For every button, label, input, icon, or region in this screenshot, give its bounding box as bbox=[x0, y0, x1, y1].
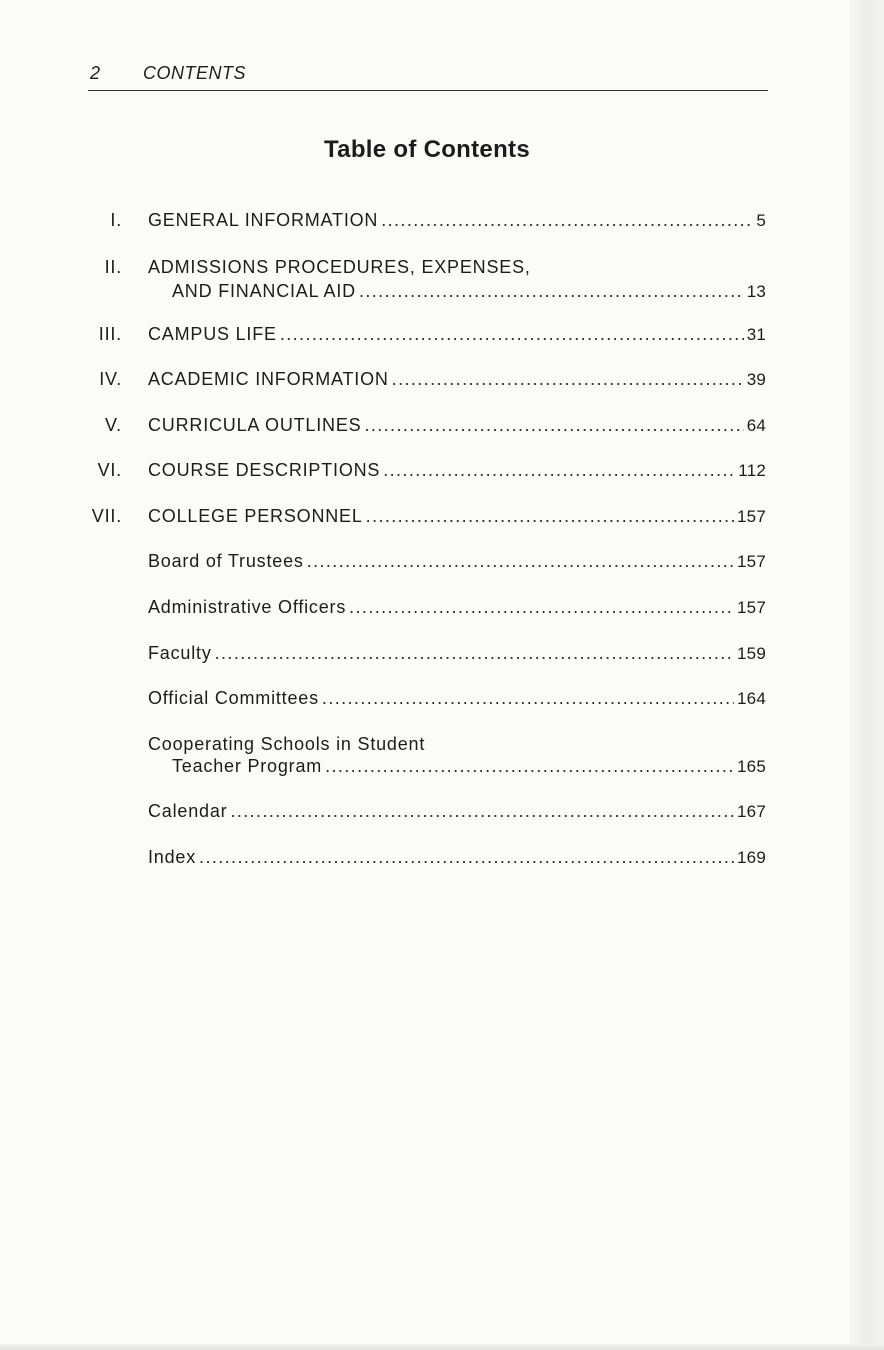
page-bottom-edge bbox=[0, 1344, 884, 1350]
entry-label: Calendar bbox=[148, 801, 228, 821]
toc-entry-general-information[interactable] bbox=[80, 208, 766, 234]
entry-page-number: 5 bbox=[756, 211, 766, 230]
section-numeral: III. bbox=[98, 324, 122, 344]
running-header bbox=[88, 62, 768, 91]
entry-label: CAMPUS LIFE bbox=[148, 324, 277, 344]
toc-entry-administrative-officers[interactable] bbox=[80, 595, 766, 621]
dot-leader bbox=[215, 641, 734, 665]
entry-label: GENERAL INFORMATION bbox=[148, 210, 379, 230]
entry-page-number: 159 bbox=[737, 644, 766, 663]
entry-label: Board of Trustees bbox=[148, 551, 304, 571]
dot-leader bbox=[280, 322, 744, 346]
page-edge-shadow bbox=[850, 0, 884, 1350]
dot-leader bbox=[359, 279, 744, 303]
dot-leader bbox=[364, 413, 743, 437]
toc-entry-cooperating-schools[interactable] bbox=[80, 732, 766, 782]
running-title: CONTENTS bbox=[143, 63, 246, 83]
section-numeral: V. bbox=[105, 415, 122, 435]
entry-label: Faculty bbox=[148, 643, 212, 663]
entry-page-number: 39 bbox=[746, 370, 766, 389]
toc-entry-official-committees[interactable] bbox=[80, 686, 766, 712]
dot-leader bbox=[322, 686, 734, 710]
entry-label: Index bbox=[148, 847, 197, 867]
toc-entry-admissions[interactable] bbox=[80, 255, 766, 305]
toc-entry-calendar[interactable] bbox=[80, 799, 766, 825]
dot-leader bbox=[366, 504, 734, 528]
entry-label: ACADEMIC INFORMATION bbox=[148, 369, 389, 389]
entry-page-number: 31 bbox=[746, 325, 766, 344]
entry-label-continued: Teacher Program bbox=[172, 756, 323, 776]
entry-page-number: 167 bbox=[737, 802, 766, 821]
toc-entry-campus-life[interactable] bbox=[80, 322, 766, 348]
dot-leader bbox=[349, 595, 734, 619]
entry-page-number: 157 bbox=[737, 507, 766, 526]
entry-label: CURRICULA OUTLINES bbox=[148, 415, 362, 435]
toc-entry-college-personnel[interactable] bbox=[80, 504, 766, 530]
entry-page-number: 64 bbox=[746, 416, 766, 435]
dot-leader bbox=[230, 799, 734, 823]
entry-page-number: 112 bbox=[738, 461, 766, 480]
page-title: Table of Contents bbox=[324, 136, 530, 163]
toc-entry-faculty[interactable] bbox=[80, 641, 766, 667]
toc-entry-board-of-trustees[interactable] bbox=[80, 549, 766, 575]
entry-page-number: 157 bbox=[737, 598, 766, 617]
dot-leader bbox=[383, 458, 735, 482]
entry-label: Cooperating Schools in Student bbox=[148, 734, 426, 754]
section-numeral: IV. bbox=[99, 369, 122, 389]
dot-leader bbox=[381, 208, 753, 232]
entry-label: COURSE DESCRIPTIONS bbox=[148, 460, 381, 480]
toc-entry-curricula-outlines[interactable] bbox=[80, 413, 766, 439]
section-numeral: VI. bbox=[97, 460, 122, 480]
entry-label: Administrative Officers bbox=[148, 597, 347, 617]
dot-leader bbox=[325, 754, 734, 778]
toc-entry-index[interactable] bbox=[80, 845, 766, 871]
entry-page-number: 13 bbox=[746, 282, 766, 301]
dot-leader bbox=[199, 845, 734, 869]
entry-label-continued: AND FINANCIAL AID bbox=[172, 281, 356, 301]
entry-page-number: 165 bbox=[737, 757, 766, 776]
entry-page-number: 157 bbox=[737, 552, 766, 571]
dot-leader bbox=[392, 367, 744, 391]
section-numeral: VII. bbox=[91, 506, 122, 526]
dot-leader bbox=[307, 549, 734, 573]
entry-label: COLLEGE PERSONNEL bbox=[148, 506, 363, 526]
entry-label: ADMISSIONS PROCEDURES, EXPENSES, bbox=[148, 257, 531, 277]
section-numeral: I. bbox=[110, 210, 122, 230]
entry-page-number: 169 bbox=[737, 848, 766, 867]
toc-entry-course-descriptions[interactable] bbox=[80, 458, 766, 484]
section-numeral: II. bbox=[104, 257, 122, 277]
toc-entry-academic-information[interactable] bbox=[80, 367, 766, 393]
entry-label: Official Committees bbox=[148, 688, 319, 708]
page-number: 2 bbox=[90, 63, 101, 83]
entry-page-number: 164 bbox=[737, 689, 766, 708]
